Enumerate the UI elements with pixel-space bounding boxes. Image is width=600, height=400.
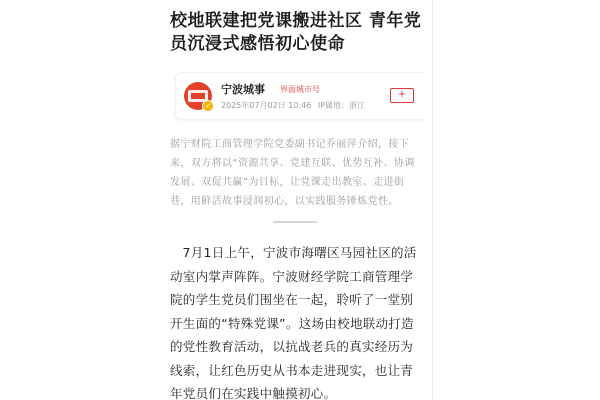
article-summary: 据宁财院工商管理学院党委副书记乔丽萍介绍，接下来，双方将以“资源共享、党建互联、优势互补、协调发展、双促共赢”为目标，让党课走出教室、走进街巷，用鲜活故事浸润初心，以实践服务锤炼党性。 — [170, 139, 415, 207]
ip-location: IP属地：浙江 — [317, 101, 366, 110]
section-divider — [273, 221, 317, 223]
follow-button[interactable]: + — [390, 88, 414, 103]
author-name[interactable]: 宁波城事 — [221, 83, 265, 96]
content-divider — [432, 0, 433, 400]
article-body: 7月1日上午，宁波市海曙区马园社区的活动室内掌声阵阵。宁波财经学院工商管理学院的学生党员们围坐在一起，聆听了一堂别开生面的“特殊党课”。这场由校地联动打造的党性教育活动，以抗战老兵的真实经历为线索，让红色历史从书本走进现实，也让青年党员们在实践中触摸初心。 — [170, 245, 417, 400]
publish-date: 2025年07月02日 10:46 — [221, 101, 312, 110]
verified-badge-icon: ✓ — [202, 100, 214, 112]
article-title: 校地联建把党课搬进社区 青年党员沉浸式感悟初心使命 — [170, 11, 422, 54]
article — [163, 0, 425, 400]
author-card[interactable] — [175, 72, 425, 120]
author-meta — [221, 100, 369, 111]
author-tag: 界面城市号 — [280, 85, 320, 94]
left-blank-area — [0, 0, 160, 400]
